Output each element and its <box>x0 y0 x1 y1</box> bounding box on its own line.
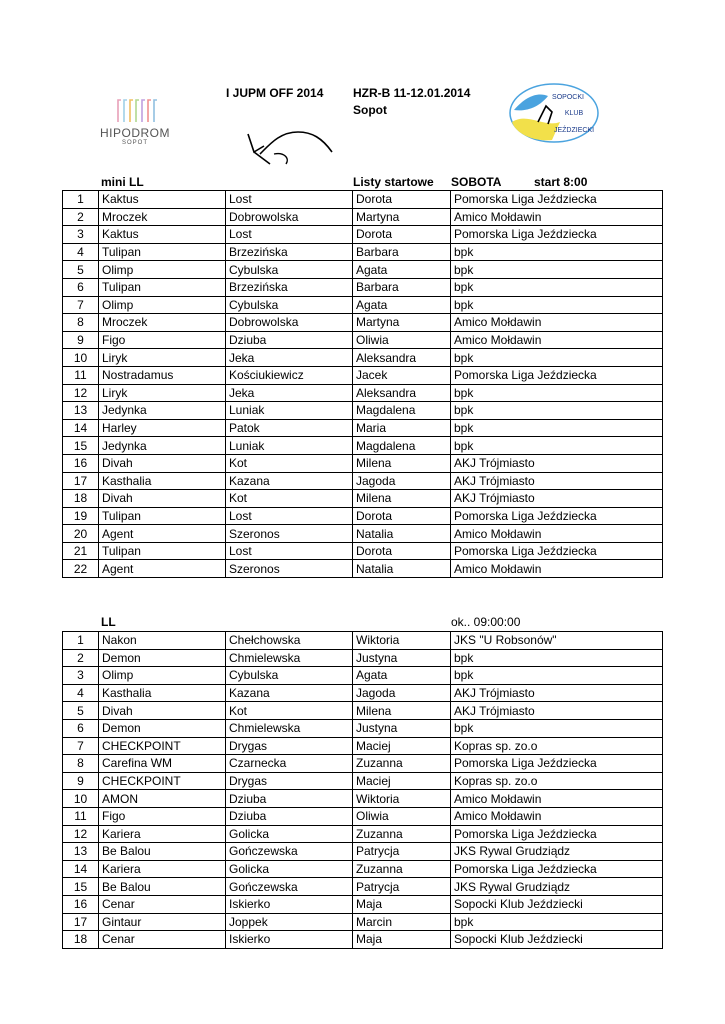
club-name-cell: Pomorska Liga Jeździecka <box>451 825 663 843</box>
rider-first-name-cell: Jagoda <box>353 472 451 490</box>
rider-first-name-cell: Wiktoria <box>353 632 451 650</box>
table-row <box>63 419 663 437</box>
start-number-cell: 2 <box>63 208 99 226</box>
horse-name-cell: Kariera <box>99 825 226 843</box>
horse-name-cell: Kasthalia <box>99 684 226 702</box>
club-logo-line3: JEŹDZIECKI <box>553 127 595 134</box>
rider-first-name-cell: Jagoda <box>353 684 451 702</box>
horse-name-cell: Kasthalia <box>99 472 226 490</box>
horse-name-cell: Figo <box>99 331 226 349</box>
club-name-cell: Pomorska Liga Jeździecka <box>451 507 663 525</box>
club-name-cell: bpk <box>451 384 663 402</box>
rider-first-name-cell: Patrycja <box>353 843 451 861</box>
table-row <box>63 349 663 367</box>
club-name-cell: Sopocki Klub Jeździecki <box>451 931 663 949</box>
table-row <box>63 402 663 420</box>
horse-name-cell: Jedynka <box>99 437 226 455</box>
horse-name-cell: Demon <box>99 649 226 667</box>
start-number-cell: 21 <box>63 542 99 560</box>
club-name-cell: bpk <box>451 278 663 296</box>
horse-name-cell: Jedynka <box>99 402 226 420</box>
horse-name-cell: Kaktus <box>99 191 226 209</box>
rider-first-name-cell: Martyna <box>353 314 451 332</box>
club-name-cell: Amico Mołdawin <box>451 790 663 808</box>
rider-first-name-cell: Patrycja <box>353 878 451 896</box>
club-name-cell: Pomorska Liga Jeździecka <box>451 755 663 773</box>
table-row <box>63 366 663 384</box>
horse-name-cell: Agent <box>99 560 226 578</box>
horse-name-cell: Nostradamus <box>99 366 226 384</box>
rider-surname-cell: Joppek <box>226 913 353 931</box>
horse-sketch-icon <box>240 124 340 174</box>
horse-name-cell: Be Balou <box>99 878 226 896</box>
horse-name-cell: Cenar <box>99 931 226 949</box>
section1-start: start 8:00 <box>534 175 588 189</box>
rider-first-name-cell: Maja <box>353 895 451 913</box>
competition-code: HZR-B 11-12.01.2014 <box>353 86 471 100</box>
start-number-cell: 1 <box>63 632 99 650</box>
rider-first-name-cell: Magdalena <box>353 402 451 420</box>
rider-first-name-cell: Zuzanna <box>353 825 451 843</box>
rider-first-name-cell: Agata <box>353 296 451 314</box>
rider-surname-cell: Kot <box>226 490 353 508</box>
rider-surname-cell: Lost <box>226 507 353 525</box>
section1-title: mini LL <box>101 175 144 189</box>
club-name-cell: bpk <box>451 296 663 314</box>
club-name-cell: bpk <box>451 402 663 420</box>
rider-first-name-cell: Magdalena <box>353 437 451 455</box>
location: Sopot <box>353 103 387 117</box>
club-logo <box>508 82 600 144</box>
rider-first-name-cell: Aleksandra <box>353 384 451 402</box>
rider-first-name-cell: Aleksandra <box>353 349 451 367</box>
section1-list-label: Listy startowe <box>353 175 434 189</box>
rider-first-name-cell: Oliwia <box>353 807 451 825</box>
club-name-cell: Kopras sp. zo.o <box>451 772 663 790</box>
club-name-cell: bpk <box>451 419 663 437</box>
rider-surname-cell: Szeronos <box>226 560 353 578</box>
club-name-cell: Amico Mołdawin <box>451 525 663 543</box>
rider-first-name-cell: Maja <box>353 931 451 949</box>
start-number-cell: 12 <box>63 384 99 402</box>
start-number-cell: 13 <box>63 843 99 861</box>
rider-first-name-cell: Dorota <box>353 191 451 209</box>
rider-first-name-cell: Maria <box>353 419 451 437</box>
rider-first-name-cell: Martyna <box>353 208 451 226</box>
table-row <box>63 807 663 825</box>
rider-surname-cell: Drygas <box>226 772 353 790</box>
rider-surname-cell: Lost <box>226 191 353 209</box>
section1-table <box>62 190 663 578</box>
horse-name-cell: Mroczek <box>99 208 226 226</box>
horse-name-cell: Tulipan <box>99 243 226 261</box>
start-number-cell: 12 <box>63 825 99 843</box>
start-number-cell: 9 <box>63 331 99 349</box>
start-number-cell: 1 <box>63 191 99 209</box>
section2-start: ok.. 09:00:00 <box>451 615 521 629</box>
start-number-cell: 20 <box>63 525 99 543</box>
rider-surname-cell: Chmielewska <box>226 649 353 667</box>
club-name-cell: bpk <box>451 349 663 367</box>
rider-surname-cell: Kościukiewicz <box>226 366 353 384</box>
rider-surname-cell: Gończewska <box>226 843 353 861</box>
horse-name-cell: Be Balou <box>99 843 226 861</box>
club-name-cell: AKJ Trójmiasto <box>451 684 663 702</box>
club-name-cell: bpk <box>451 261 663 279</box>
horse-name-cell: Divah <box>99 454 226 472</box>
table-row <box>63 737 663 755</box>
rider-surname-cell: Iskierko <box>226 931 353 949</box>
club-name-cell: JKS Rywal Grudziądz <box>451 843 663 861</box>
start-number-cell: 5 <box>63 261 99 279</box>
start-number-cell: 16 <box>63 454 99 472</box>
table-row <box>63 825 663 843</box>
table-row <box>63 860 663 878</box>
start-number-cell: 14 <box>63 419 99 437</box>
horse-name-cell: CHECKPOINT <box>99 737 226 755</box>
rider-surname-cell: Kot <box>226 454 353 472</box>
event-title: I JUPM OFF 2014 <box>226 86 324 100</box>
table-row <box>63 384 663 402</box>
table-row <box>63 472 663 490</box>
start-number-cell: 5 <box>63 702 99 720</box>
hipodrom-logo-subtext: SOPOT <box>121 140 148 146</box>
rider-first-name-cell: Agata <box>353 261 451 279</box>
rider-surname-cell: Chmielewska <box>226 719 353 737</box>
start-number-cell: 8 <box>63 314 99 332</box>
club-name-cell: AKJ Trójmiasto <box>451 472 663 490</box>
rider-surname-cell: Luniak <box>226 402 353 420</box>
rider-first-name-cell: Barbara <box>353 243 451 261</box>
table-row <box>63 243 663 261</box>
horse-name-cell: Nakon <box>99 632 226 650</box>
start-number-cell: 6 <box>63 278 99 296</box>
rider-surname-cell: Gończewska <box>226 878 353 896</box>
start-number-cell: 10 <box>63 349 99 367</box>
horse-name-cell: Mroczek <box>99 314 226 332</box>
rider-first-name-cell: Natalia <box>353 560 451 578</box>
club-name-cell: Pomorska Liga Jeździecka <box>451 191 663 209</box>
start-number-cell: 4 <box>63 243 99 261</box>
club-name-cell: bpk <box>451 667 663 685</box>
rider-first-name-cell: Zuzanna <box>353 860 451 878</box>
horse-name-cell: Tulipan <box>99 507 226 525</box>
club-name-cell: JKS "U Robsonów" <box>451 632 663 650</box>
hipodrom-bar <box>124 100 127 122</box>
rider-surname-cell: Jeka <box>226 349 353 367</box>
club-name-cell: Amico Mołdawin <box>451 560 663 578</box>
club-name-cell: Sopocki Klub Jeździecki <box>451 895 663 913</box>
table-row <box>63 296 663 314</box>
section2-table-body <box>63 632 663 949</box>
club-name-cell: bpk <box>451 649 663 667</box>
horse-name-cell: Harley <box>99 419 226 437</box>
table-row <box>63 895 663 913</box>
hipodrom-bar <box>154 100 157 122</box>
table-row <box>63 490 663 508</box>
rider-surname-cell: Dziuba <box>226 790 353 808</box>
start-number-cell: 2 <box>63 649 99 667</box>
start-number-cell: 13 <box>63 402 99 420</box>
start-number-cell: 4 <box>63 684 99 702</box>
rider-first-name-cell: Marcin <box>353 913 451 931</box>
horse-name-cell: CHECKPOINT <box>99 772 226 790</box>
rider-surname-cell: Lost <box>226 542 353 560</box>
rider-surname-cell: Dziuba <box>226 331 353 349</box>
club-logo-line2: KLUB <box>564 110 584 117</box>
table-row <box>63 560 663 578</box>
rider-surname-cell: Cybulska <box>226 261 353 279</box>
table-row <box>63 913 663 931</box>
hipodrom-bar <box>136 100 139 122</box>
table-row <box>63 649 663 667</box>
start-number-cell: 14 <box>63 860 99 878</box>
horse-name-cell: Tulipan <box>99 542 226 560</box>
rider-surname-cell: Luniak <box>226 437 353 455</box>
hipodrom-bar <box>130 100 133 122</box>
club-name-cell: AKJ Trójmiasto <box>451 454 663 472</box>
start-number-cell: 8 <box>63 755 99 773</box>
table-row <box>63 772 663 790</box>
rider-first-name-cell: Zuzanna <box>353 755 451 773</box>
horse-name-cell: Tulipan <box>99 278 226 296</box>
start-number-cell: 11 <box>63 366 99 384</box>
club-name-cell: AKJ Trójmiasto <box>451 702 663 720</box>
table-row <box>63 525 663 543</box>
club-name-cell: bpk <box>451 719 663 737</box>
rider-surname-cell: Dobrowolska <box>226 208 353 226</box>
club-name-cell: bpk <box>451 913 663 931</box>
rider-first-name-cell: Barbara <box>353 278 451 296</box>
rider-surname-cell: Iskierko <box>226 895 353 913</box>
hipodrom-bar <box>118 100 121 122</box>
horse-name-cell: Agent <box>99 525 226 543</box>
table-row <box>63 507 663 525</box>
table-row <box>63 702 663 720</box>
club-name-cell: Amico Mołdawin <box>451 331 663 349</box>
table-row <box>63 843 663 861</box>
start-number-cell: 3 <box>63 226 99 244</box>
start-number-cell: 17 <box>63 472 99 490</box>
horse-name-cell: Demon <box>99 719 226 737</box>
table-row <box>63 755 663 773</box>
table-row <box>63 278 663 296</box>
rider-surname-cell: Chełchowska <box>226 632 353 650</box>
club-name-cell: Pomorska Liga Jeździecka <box>451 542 663 560</box>
club-name-cell: Amico Mołdawin <box>451 314 663 332</box>
rider-first-name-cell: Justyna <box>353 649 451 667</box>
rider-first-name-cell: Natalia <box>353 525 451 543</box>
rider-surname-cell: Lost <box>226 226 353 244</box>
table-row <box>63 226 663 244</box>
table-row <box>63 790 663 808</box>
hipodrom-logo-text: HIPODROM <box>100 126 170 140</box>
rider-first-name-cell: Agata <box>353 667 451 685</box>
club-name-cell: bpk <box>451 437 663 455</box>
rider-surname-cell: Kazana <box>226 472 353 490</box>
rider-surname-cell: Cybulska <box>226 667 353 685</box>
horse-name-cell: Divah <box>99 490 226 508</box>
rider-surname-cell: Dobrowolska <box>226 314 353 332</box>
rider-surname-cell: Kot <box>226 702 353 720</box>
start-number-cell: 15 <box>63 878 99 896</box>
hipodrom-bar <box>142 100 145 122</box>
start-number-cell: 22 <box>63 560 99 578</box>
rider-first-name-cell: Maciej <box>353 772 451 790</box>
rider-first-name-cell: Milena <box>353 490 451 508</box>
start-number-cell: 19 <box>63 507 99 525</box>
rider-surname-cell: Brzezińska <box>226 243 353 261</box>
section2-title: LL <box>101 615 116 629</box>
horse-name-cell: Olimp <box>99 296 226 314</box>
horse-name-cell: Liryk <box>99 349 226 367</box>
start-number-cell: 16 <box>63 895 99 913</box>
start-number-cell: 17 <box>63 913 99 931</box>
table-row <box>63 878 663 896</box>
rider-surname-cell: Golicka <box>226 825 353 843</box>
rider-surname-cell: Dziuba <box>226 807 353 825</box>
rider-surname-cell: Kazana <box>226 684 353 702</box>
table-row <box>63 667 663 685</box>
horse-name-cell: Liryk <box>99 384 226 402</box>
start-number-cell: 7 <box>63 296 99 314</box>
club-name-cell: JKS Rywal Grudziądz <box>451 878 663 896</box>
table-row <box>63 684 663 702</box>
rider-surname-cell: Szeronos <box>226 525 353 543</box>
rider-surname-cell: Patok <box>226 419 353 437</box>
club-name-cell: Pomorska Liga Jeździecka <box>451 226 663 244</box>
rider-surname-cell: Drygas <box>226 737 353 755</box>
hipodrom-bars-icon <box>115 96 157 124</box>
horse-name-cell: Divah <box>99 702 226 720</box>
rider-surname-cell: Czarnecka <box>226 755 353 773</box>
club-name-cell: bpk <box>451 243 663 261</box>
table-row <box>63 437 663 455</box>
start-number-cell: 9 <box>63 772 99 790</box>
start-number-cell: 6 <box>63 719 99 737</box>
club-name-cell: Amico Mołdawin <box>451 807 663 825</box>
table-row <box>63 208 663 226</box>
rider-first-name-cell: Dorota <box>353 507 451 525</box>
table-row <box>63 931 663 949</box>
horse-name-cell: Olimp <box>99 261 226 279</box>
start-number-cell: 11 <box>63 807 99 825</box>
horse-name-cell: Kaktus <box>99 226 226 244</box>
rider-first-name-cell: Oliwia <box>353 331 451 349</box>
start-number-cell: 18 <box>63 931 99 949</box>
start-number-cell: 7 <box>63 737 99 755</box>
horse-name-cell: Carefina WM <box>99 755 226 773</box>
rider-first-name-cell: Milena <box>353 454 451 472</box>
start-number-cell: 3 <box>63 667 99 685</box>
rider-first-name-cell: Wiktoria <box>353 790 451 808</box>
club-name-cell: Pomorska Liga Jeździecka <box>451 366 663 384</box>
rider-surname-cell: Cybulska <box>226 296 353 314</box>
rider-surname-cell: Brzezińska <box>226 278 353 296</box>
hipodrom-logo <box>85 92 185 152</box>
start-number-cell: 18 <box>63 490 99 508</box>
horse-name-cell: Cenar <box>99 895 226 913</box>
section2-table <box>62 631 663 949</box>
section1-table-body <box>63 191 663 578</box>
start-number-cell: 15 <box>63 437 99 455</box>
rider-first-name-cell: Maciej <box>353 737 451 755</box>
rider-surname-cell: Golicka <box>226 860 353 878</box>
table-row <box>63 331 663 349</box>
rider-first-name-cell: Milena <box>353 702 451 720</box>
horse-name-cell: Figo <box>99 807 226 825</box>
club-name-cell: Amico Mołdawin <box>451 208 663 226</box>
rider-surname-cell: Jeka <box>226 384 353 402</box>
hipodrom-bar <box>148 100 151 122</box>
club-name-cell: AKJ Trójmiasto <box>451 490 663 508</box>
table-row <box>63 632 663 650</box>
club-name-cell: Pomorska Liga Jeździecka <box>451 860 663 878</box>
rider-first-name-cell: Dorota <box>353 226 451 244</box>
rider-first-name-cell: Dorota <box>353 542 451 560</box>
horse-name-cell: AMON <box>99 790 226 808</box>
table-row <box>63 719 663 737</box>
horse-name-cell: Kariera <box>99 860 226 878</box>
section1-day: SOBOTA <box>451 175 502 189</box>
club-logo-line1: SOPOCKI <box>552 94 584 101</box>
table-row <box>63 454 663 472</box>
club-name-cell: Kopras sp. zo.o <box>451 737 663 755</box>
table-row <box>63 542 663 560</box>
start-number-cell: 10 <box>63 790 99 808</box>
table-row <box>63 191 663 209</box>
rider-first-name-cell: Jacek <box>353 366 451 384</box>
table-row <box>63 261 663 279</box>
rider-first-name-cell: Justyna <box>353 719 451 737</box>
horse-name-cell: Olimp <box>99 667 226 685</box>
horse-name-cell: Gintaur <box>99 913 226 931</box>
table-row <box>63 314 663 332</box>
